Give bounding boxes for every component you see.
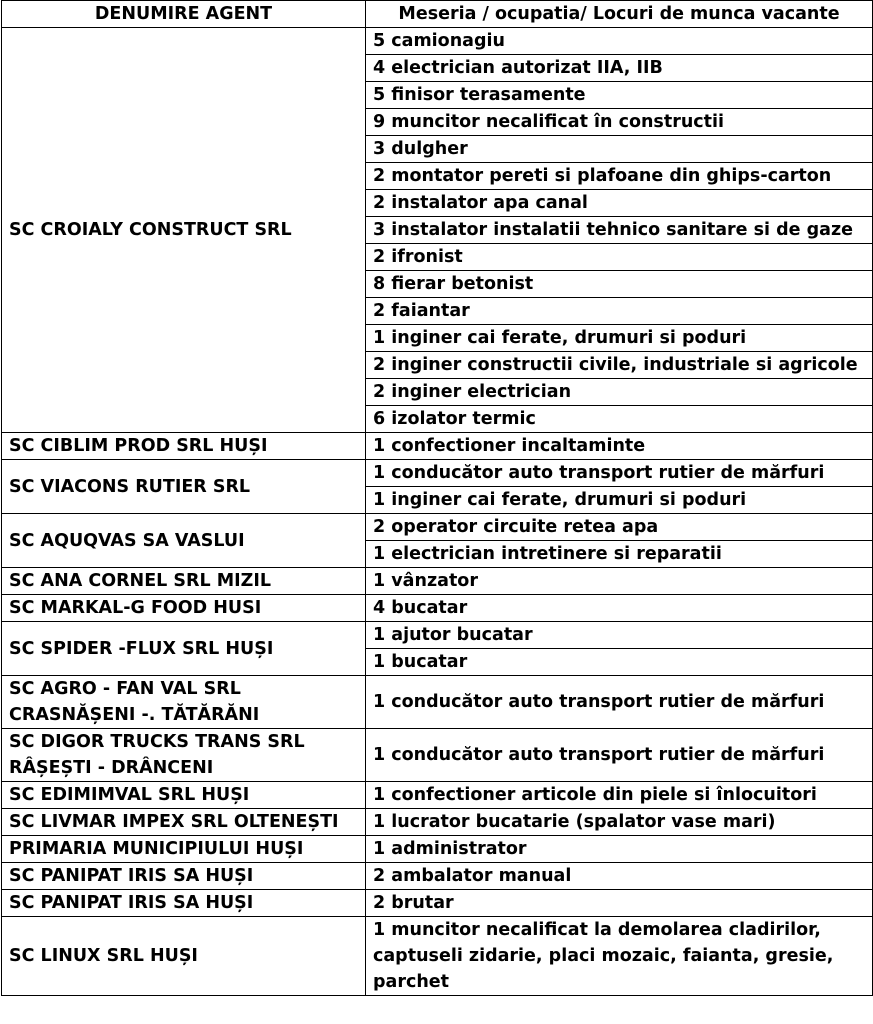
agent-name-cell: SC AGRO - FAN VAL SRL CRASNĂȘENI -. TĂTĂRĂNI bbox=[2, 676, 366, 729]
agent-name-cell: SC VIACONS RUTIER SRL bbox=[2, 460, 366, 514]
agent-name-cell: SC PANIPAT IRIS SA HUȘI bbox=[2, 890, 366, 917]
agent-name-cell: SC PANIPAT IRIS SA HUȘI bbox=[2, 863, 366, 890]
table-row bbox=[2, 782, 873, 809]
job-cell: 1 inginer cai ferate, drumuri si poduri bbox=[366, 487, 873, 514]
job-cell: 2 instalator apa canal bbox=[366, 190, 873, 217]
table-row bbox=[2, 836, 873, 863]
agent-name-cell: SC SPIDER -FLUX SRL HUȘI bbox=[2, 622, 366, 676]
table-row bbox=[2, 809, 873, 836]
job-cell: 2 inginer electrician bbox=[366, 379, 873, 406]
table-row bbox=[2, 460, 873, 487]
table-row bbox=[2, 514, 873, 541]
job-cell: 1 conducător auto transport rutier de mărfuri bbox=[366, 729, 873, 782]
header-agent: DENUMIRE AGENT bbox=[2, 1, 366, 28]
job-cell: 2 operator circuite retea apa bbox=[366, 514, 873, 541]
job-cell: 1 conducător auto transport rutier de mărfuri bbox=[366, 676, 873, 729]
job-cell: 1 confectioner articole din piele si înlocuitori bbox=[366, 782, 873, 809]
job-cell: 5 finisor terasamente bbox=[366, 82, 873, 109]
job-cell: 1 conducător auto transport rutier de mărfuri bbox=[366, 460, 873, 487]
job-cell: 1 bucatar bbox=[366, 649, 873, 676]
header-row bbox=[2, 1, 873, 28]
job-cell: 2 faiantar bbox=[366, 298, 873, 325]
job-cell: 2 montator pereti si plafoane din ghips-carton bbox=[366, 163, 873, 190]
job-cell: 9 muncitor necalificat în constructii bbox=[366, 109, 873, 136]
table-row bbox=[2, 890, 873, 917]
job-cell: 2 ifronist bbox=[366, 244, 873, 271]
agent-name-cell: SC ANA CORNEL SRL MIZIL bbox=[2, 568, 366, 595]
table-row bbox=[2, 28, 873, 55]
vacancies-table bbox=[1, 0, 873, 996]
table-body bbox=[2, 28, 873, 996]
table-row bbox=[2, 433, 873, 460]
agent-name-cell: PRIMARIA MUNICIPIULUI HUȘI bbox=[2, 836, 366, 863]
job-cell: 1 inginer cai ferate, drumuri si poduri bbox=[366, 325, 873, 352]
table-row bbox=[2, 622, 873, 649]
table-row bbox=[2, 729, 873, 782]
agent-name-cell: SC EDIMIMVAL SRL HUȘI bbox=[2, 782, 366, 809]
agent-name-cell: SC CROIALY CONSTRUCT SRL bbox=[2, 28, 366, 433]
job-cell: 2 inginer constructii civile, industriale si agricole bbox=[366, 352, 873, 379]
table-row bbox=[2, 676, 873, 729]
agent-name-cell: SC LINUX SRL HUȘI bbox=[2, 917, 366, 996]
job-cell: 5 camionagiu bbox=[366, 28, 873, 55]
job-cell: 4 electrician autorizat IIA, IIB bbox=[366, 55, 873, 82]
header-jobs: Meseria / ocupatia/ Locuri de munca vacante bbox=[366, 1, 873, 28]
agent-name-cell: SC CIBLIM PROD SRL HUȘI bbox=[2, 433, 366, 460]
job-cell: 6 izolator termic bbox=[366, 406, 873, 433]
job-cell: 3 dulgher bbox=[366, 136, 873, 163]
job-cell: 4 bucatar bbox=[366, 595, 873, 622]
table-row bbox=[2, 595, 873, 622]
job-cell: 1 ajutor bucatar bbox=[366, 622, 873, 649]
agent-name-cell: SC LIVMAR IMPEX SRL OLTENEȘTI bbox=[2, 809, 366, 836]
job-cell: 1 administrator bbox=[366, 836, 873, 863]
job-cell: 1 vânzator bbox=[366, 568, 873, 595]
job-cell: 8 fierar betonist bbox=[366, 271, 873, 298]
agent-name-cell: SC DIGOR TRUCKS TRANS SRL RÂȘEȘTI - DRÂNCENI bbox=[2, 729, 366, 782]
job-cell: 2 ambalator manual bbox=[366, 863, 873, 890]
agent-name-cell: SC AQUQVAS SA VASLUI bbox=[2, 514, 366, 568]
job-cell: 1 electrician intretinere si reparatii bbox=[366, 541, 873, 568]
job-cell: 1 confectioner incaltaminte bbox=[366, 433, 873, 460]
job-cell: 3 instalator instalatii tehnico sanitare si de gaze bbox=[366, 217, 873, 244]
job-cell: 1 lucrator bucatarie (spalator vase mari) bbox=[366, 809, 873, 836]
table-row bbox=[2, 917, 873, 996]
job-cell: 2 brutar bbox=[366, 890, 873, 917]
table-row bbox=[2, 568, 873, 595]
job-cell: 1 muncitor necalificat la demolarea cladirilor, captuseli zidarie, placi mozaic, faianta, gresie, parchet bbox=[366, 917, 873, 996]
agent-name-cell: SC MARKAL-G FOOD HUSI bbox=[2, 595, 366, 622]
table-row bbox=[2, 863, 873, 890]
